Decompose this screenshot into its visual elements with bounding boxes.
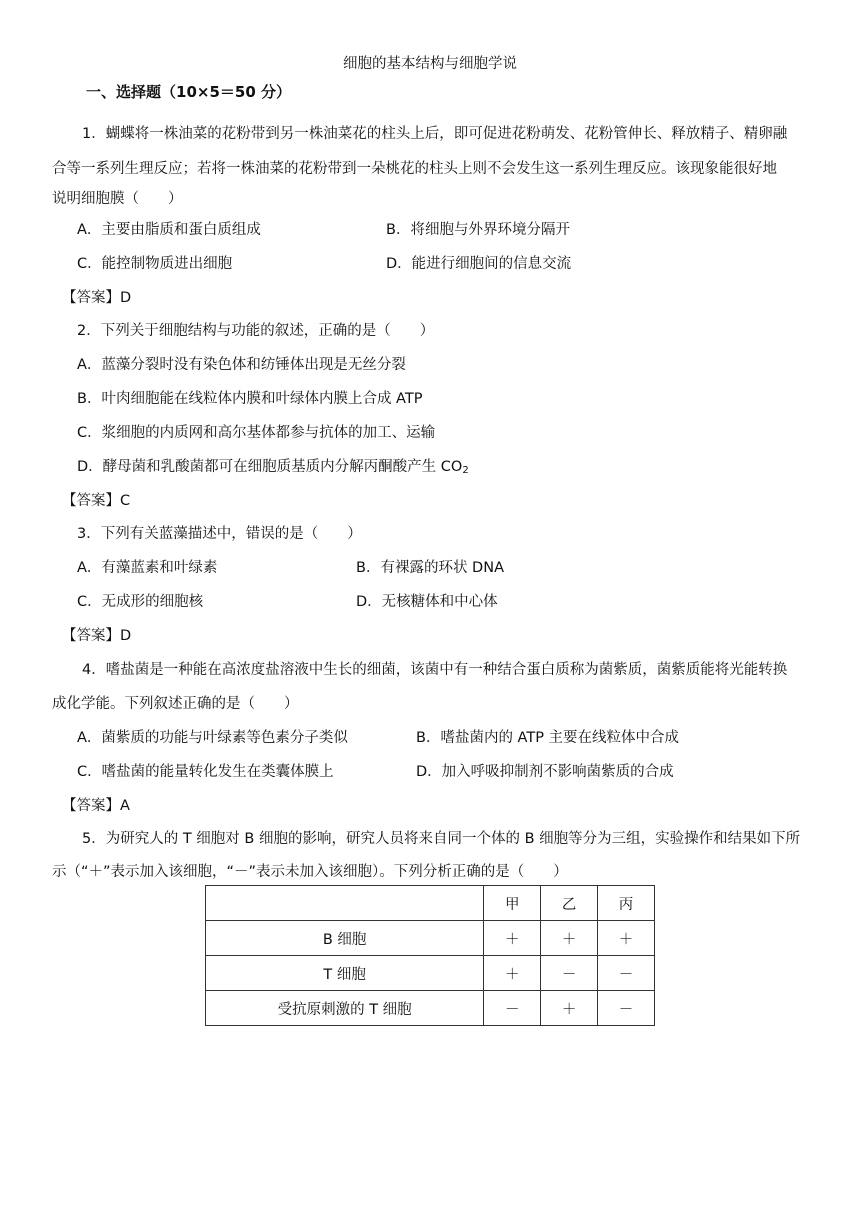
q1-option-a: A．主要由脂质和蛋白质组成 xyxy=(77,222,261,238)
table-cell: － xyxy=(541,956,598,991)
table-header-cell: 乙 xyxy=(541,886,598,921)
section-heading: 一、选择题（10×5＝50 分） xyxy=(86,83,291,101)
q2-option-c: C．浆细胞的内质网和高尔基体都参与抗体的加工、运输 xyxy=(77,425,436,441)
q2-option-b: B．叶肉细胞能在线粒体内膜和叶绿体内膜上合成 ATP xyxy=(77,391,423,407)
table-header-row xyxy=(206,886,655,921)
table-row-label: 受抗原刺激的 T 细胞 xyxy=(206,991,484,1026)
table-cell: ＋ xyxy=(541,921,598,956)
q1-line-3: 说明细胞膜（ ） xyxy=(52,191,183,207)
q3-option-c: C．无成形的细胞核 xyxy=(77,594,204,610)
table-header-cell: 丙 xyxy=(598,886,655,921)
table-cell: ＋ xyxy=(484,921,541,956)
table-cell: － xyxy=(598,956,655,991)
q1-option-b: B．将细胞与外界环境分隔开 xyxy=(386,222,570,238)
table-cell: ＋ xyxy=(484,956,541,991)
q3-option-b: B．有裸露的环状 DNA xyxy=(356,560,504,576)
table-row-label: B 细胞 xyxy=(206,921,484,956)
q4-option-c: C．嗜盐菌的能量转化发生在类囊体膜上 xyxy=(77,764,334,780)
q5-line-1: 5．为研究人的 T 细胞对 B 细胞的影响，研究人员将来自同一个体的 B 细胞等分为三组，实验操作和结果如下所 xyxy=(82,831,801,847)
q4-option-b: B．嗜盐菌内的 ATP 主要在线粒体中合成 xyxy=(416,730,680,746)
q1-option-c: C．能控制物质进出细胞 xyxy=(77,256,233,272)
q2-option-a: A．蓝藻分裂时没有染色体和纺锤体出现是无丝分裂 xyxy=(77,357,406,373)
q3-option-d: D．无核糖体和中心体 xyxy=(356,594,498,610)
document-title: 细胞的基本结构与细胞学说 xyxy=(343,56,517,72)
table-cell: － xyxy=(484,991,541,1026)
q4-line-1: 4．嗜盐菌是一种能在高浓度盐溶液中生长的细菌，该菌中有一种结合蛋白质称为菌紫质，菌紫质能将光能转换 xyxy=(82,662,788,678)
q3-option-a: A．有藻蓝素和叶绿素 xyxy=(77,560,218,576)
table-cell: － xyxy=(598,991,655,1026)
q3-answer: 【答案】D xyxy=(62,628,132,644)
co2-subscript: 2 xyxy=(462,465,469,476)
q2-answer: 【答案】C xyxy=(62,493,131,509)
q2-stem: 2．下列关于细胞结构与功能的叙述，正确的是（ ） xyxy=(77,323,435,339)
table-header-cell xyxy=(206,886,484,921)
q1-line-1: 1．蝴蝶将一株油菜的花粉带到另一株油菜花的柱头上后，即可促进花粉萌发、花粉管伸长、释放精子、精卵融 xyxy=(82,126,788,142)
q4-option-a: A．菌紫质的功能与叶绿素等色素分子类似 xyxy=(77,730,348,746)
table-row-label: T 细胞 xyxy=(206,956,484,991)
q4-answer: 【答案】A xyxy=(62,798,130,814)
table-header-cell: 甲 xyxy=(484,886,541,921)
q1-option-d: D．能进行细胞间的信息交流 xyxy=(386,256,572,272)
table-cell: ＋ xyxy=(541,991,598,1026)
q5-line-2: 示（“＋”表示加入该细胞，“－”表示未加入该细胞）。下列分析正确的是（ ） xyxy=(52,864,568,880)
q2-option-d-text: D．酵母菌和乳酸菌都可在细胞质基质内分解丙酮酸产生 CO xyxy=(77,459,463,475)
q2-option-d xyxy=(77,455,469,476)
q4-option-d: D．加入呼吸抑制剂不影响菌紫质的合成 xyxy=(416,764,674,780)
q3-stem: 3．下列有关蓝藻描述中，错误的是（ ） xyxy=(77,526,362,542)
table-cell: ＋ xyxy=(598,921,655,956)
q1-line-2: 合等一系列生理反应；若将一株油菜的花粉带到一朵桃花的柱头上则不会发生这一系列生理反应。该现象能很好地 xyxy=(52,161,777,177)
table-row xyxy=(206,956,655,991)
q4-line-2: 成化学能。下列叙述正确的是（ ） xyxy=(52,696,299,712)
table-row xyxy=(206,991,655,1026)
experiment-table xyxy=(205,885,655,1026)
q1-answer: 【答案】D xyxy=(62,290,132,306)
table-row xyxy=(206,921,655,956)
